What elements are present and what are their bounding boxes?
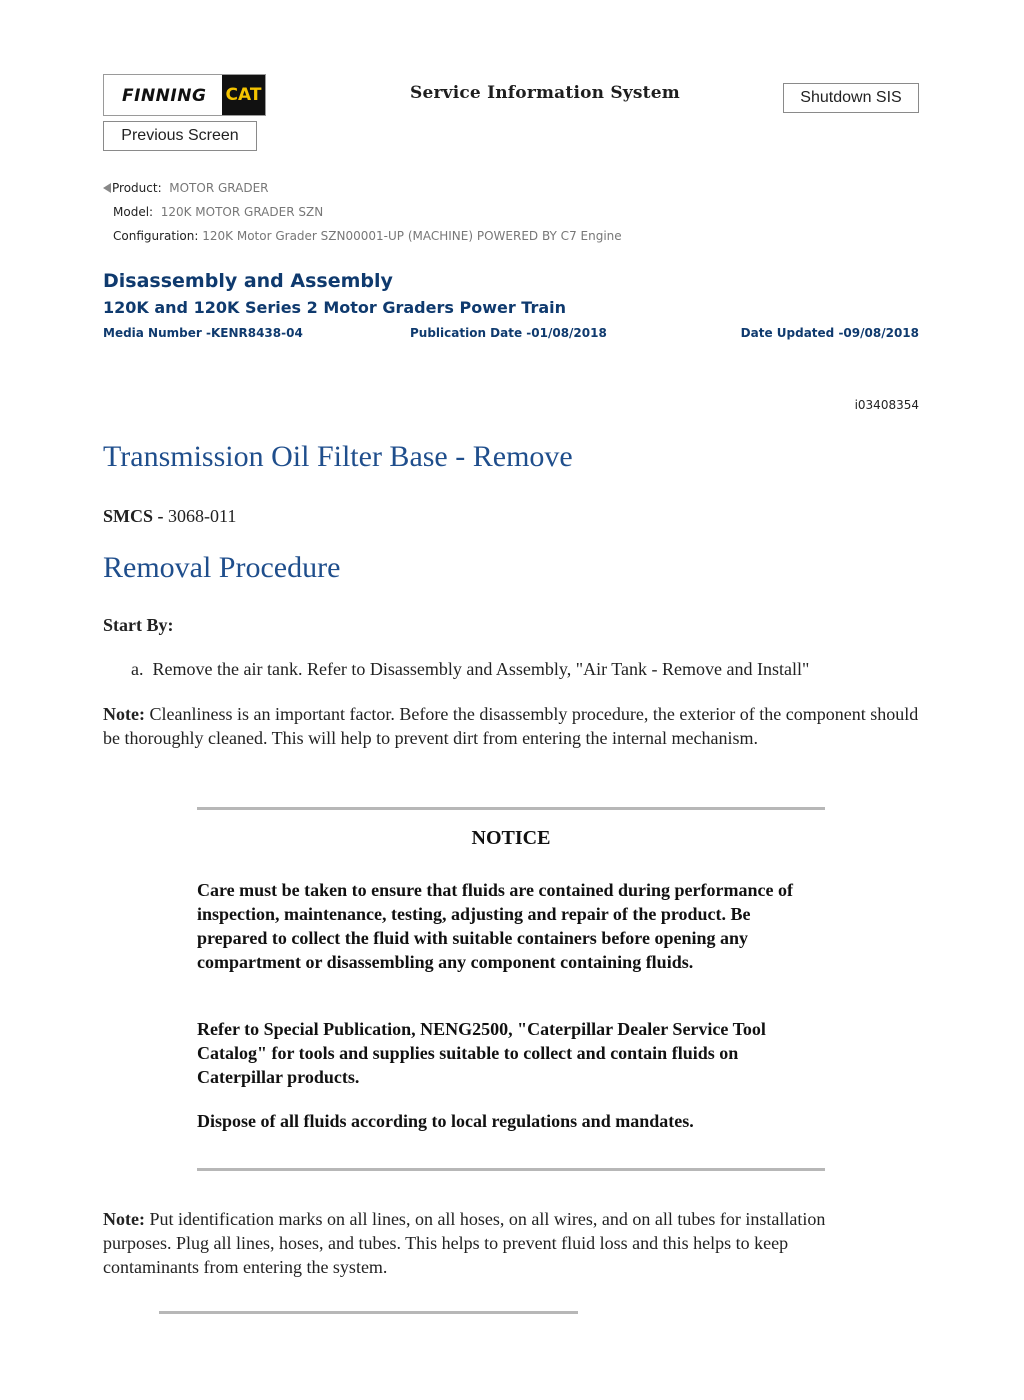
- smcs-row: [103, 504, 236, 528]
- start-step-text: Remove the air tank. Refer to Disassembly and Assembly, "Air Tank - Remove and Install": [152, 659, 810, 679]
- configuration-value: 120K Motor Grader SZN00001-UP (MACHINE) POWERED BY C7 Engine: [202, 229, 622, 243]
- product-value: MOTOR GRADER: [169, 181, 269, 195]
- smcs-label: SMCS -: [103, 506, 164, 526]
- note-text: Cleanliness is an important factor. Before the disassembly procedure, the exterior of the component should be thoroughly cleaned. This will help to prevent dirt from entering the internal mechanism.: [103, 704, 919, 748]
- start-step: [131, 657, 809, 681]
- back-arrow-icon[interactable]: [103, 183, 111, 193]
- product-label: Product:: [112, 181, 162, 195]
- note-label: Note:: [103, 704, 145, 724]
- notice-top-divider: [197, 807, 825, 810]
- note-cleanliness: [103, 702, 921, 750]
- note-text: Put identification marks on all lines, on all hoses, on all wires, and on all tubes for installation purposes. Plug all lines, hoses, and tubes. This helps to prevent fluid loss and this helps to keep contaminants from entering the system.: [103, 1209, 826, 1277]
- start-by-label: Start By:: [103, 615, 174, 635]
- section-divider: [159, 1311, 578, 1314]
- model-value: 120K MOTOR GRADER SZN: [160, 205, 324, 219]
- date-updated: Date Updated -09/08/2018: [740, 326, 919, 340]
- configuration-label: Configuration:: [113, 229, 199, 243]
- model-row: [113, 205, 323, 219]
- shutdown-sis-button[interactable]: Shutdown SIS: [783, 83, 919, 113]
- notice-bottom-divider: [197, 1168, 825, 1171]
- document-id: i03408354: [854, 398, 919, 412]
- start-step-marker: a.: [131, 659, 144, 679]
- media-number: Media Number -KENR8438-04: [103, 326, 303, 340]
- product-row: [103, 181, 269, 195]
- notice-paragraph-dispose: Dispose of all fluids according to local regulations and mandates.: [197, 1111, 694, 1131]
- smcs-value: 3068-011: [168, 506, 237, 526]
- note-identification: [103, 1207, 883, 1279]
- finning-cat-logo: [103, 74, 266, 116]
- sis-title: Service Information System: [410, 83, 680, 103]
- model-label: Model:: [113, 205, 154, 219]
- notice-paragraph-fluids: Care must be taken to ensure that fluids are contained during performance of inspection, maintenance, testing, adjusting and repair of the product. Be prepared to collect the fluid with suitable containers before opening any compartment or disassembling any component containing fluids.: [197, 880, 793, 972]
- previous-screen-button[interactable]: Previous Screen: [103, 121, 257, 151]
- publication-heading: Disassembly and Assembly: [103, 270, 393, 292]
- note-label: Note:: [103, 1209, 145, 1229]
- page-title: Transmission Oil Filter Base - Remove: [103, 440, 573, 473]
- notice-paragraph-reference: Refer to Special Publication, NENG2500, "Caterpillar Dealer Service Tool Catalog" for tools and supplies suitable to collect and contain fluids on Caterpillar products.: [197, 1019, 766, 1087]
- publication-series: 120K and 120K Series 2 Motor Graders Power Train: [103, 298, 566, 317]
- publication-date: Publication Date -01/08/2018: [410, 326, 607, 340]
- finning-logo-text: FINNING: [122, 86, 207, 106]
- configuration-row: [113, 229, 622, 243]
- notice-heading: NOTICE: [471, 827, 551, 849]
- section-title: Removal Procedure: [103, 551, 341, 584]
- cat-logo-mark: CAT: [222, 75, 265, 115]
